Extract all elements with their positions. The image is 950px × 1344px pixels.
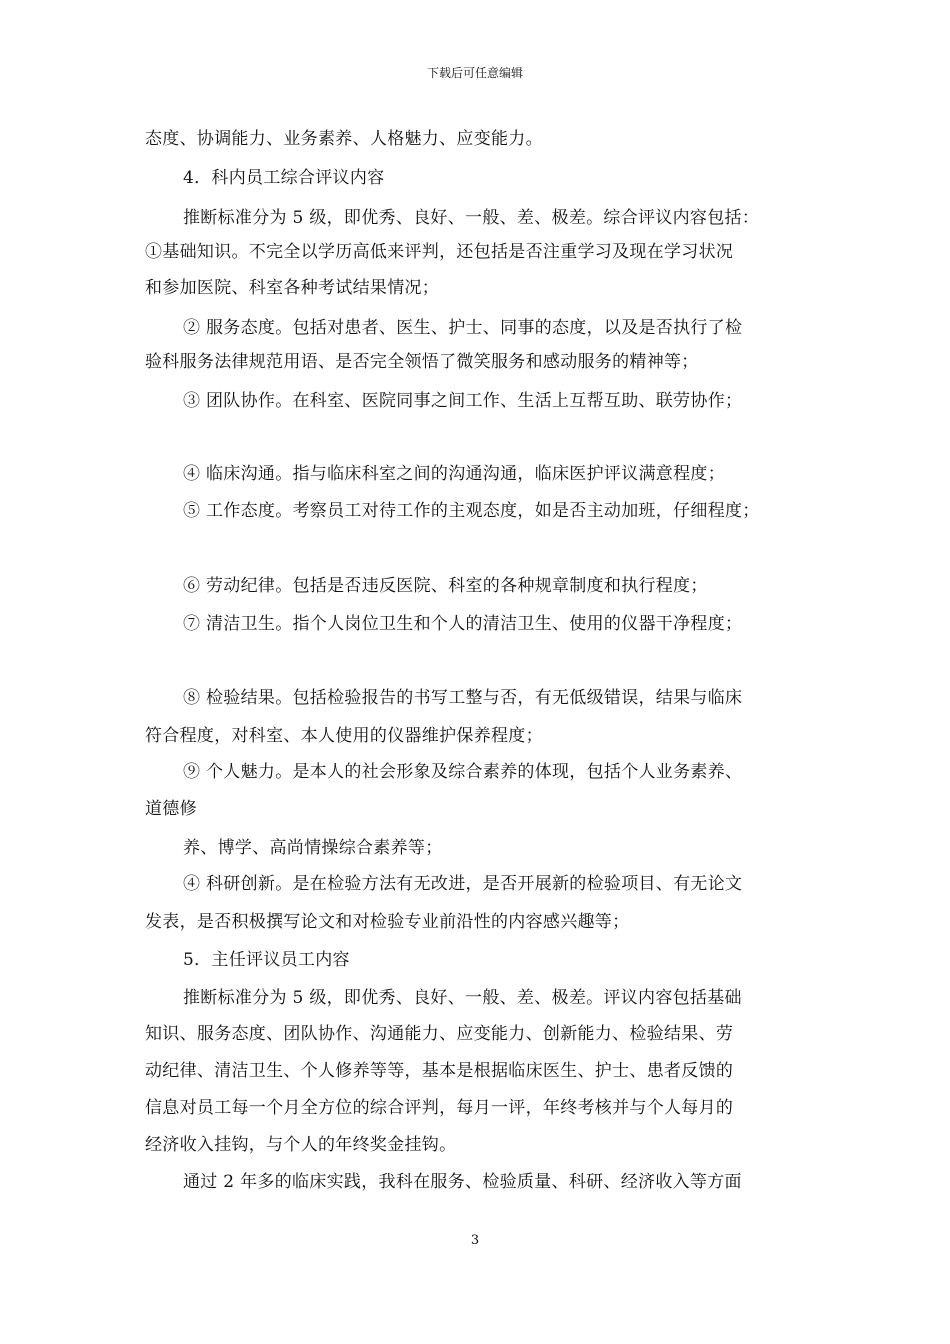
page-header: 下载后可任意编辑	[426, 66, 523, 80]
section-heading: 4．科内员工综合评议内容	[183, 168, 385, 188]
text-line: ①基础知识。不完全以学历高低来评判，还包括是否注重学习及现在学习状况	[145, 242, 734, 262]
text-line: 发表，是否积极撰写论文和对检验专业前沿性的内容感兴趣等；	[145, 912, 630, 932]
section-heading: 5．主任评议员工内容	[183, 950, 350, 970]
text-line: 态度、协调能力、业务素养、人格魅力、应变能力。	[145, 129, 543, 149]
text-line: 和参加医院、科室各种考试结果情况；	[145, 278, 440, 298]
list-item: ⑨ 个人魅力。是本人的社会形象及综合素养的体现，包括个人业务素养、	[183, 762, 743, 782]
list-item: ③ 团队协作。在科室、医院同事之间工作、生活上互帮互助、联劳协作；	[183, 391, 743, 411]
text-line: 推断标准分为 5 级，即优秀、良好、一般、差、极差。评议内容包括基础	[183, 988, 742, 1008]
text-line: 信息对员工每一个月全方位的综合评判，每月一评，年终考核并与个人每月的	[145, 1098, 734, 1118]
list-item: ⑤ 工作态度。考察员工对待工作的主观态度，如是否主动加班，仔细程度；	[183, 501, 760, 521]
text-line: 养、博学、高尚情操综合素养等；	[183, 838, 443, 858]
list-item: ⑧ 检验结果。包括检验报告的书写工整与否，有无低级错误，结果与临床	[183, 688, 743, 708]
list-item: ⑥ 劳动纪律。包括是否违反医院、科室的各种规章制度和执行程度；	[183, 576, 708, 596]
text-line: 通过 2 年多的临床实践，我科在服务、检验质量、科研、经济收入等方面	[183, 1172, 742, 1192]
text-line: 经济收入挂钩，与个人的年终奖金挂钩。	[145, 1135, 457, 1155]
page-number: 3	[470, 1233, 480, 1248]
list-item: ⑦ 清洁卫生。指个人岗位卫生和个人的清洁卫生、使用的仪器干净程度；	[183, 614, 743, 634]
text-line: 符合程度，对科室、本人使用的仪器维护保养程度；	[145, 726, 543, 746]
list-item: ④ 临床沟通。指与临床科室之间的沟通沟通，临床医护评议满意程度；	[183, 464, 726, 484]
list-item: ② 服务态度。包括对患者、医生、护士、同事的态度，以及是否执行了检	[183, 318, 743, 338]
text-line: 道德修	[145, 799, 197, 819]
text-line: 验科服务法律规范用语、是否完全领悟了微笑服务和感动服务的精神等；	[145, 352, 699, 372]
text-line: 推断标准分为 5 级，即优秀、良好、一般、差、极差。综合评议内容包括：	[183, 208, 760, 228]
text-line: 知识、服务态度、团队协作、沟通能力、应变能力、创新能力、检验结果、劳	[145, 1024, 734, 1044]
list-item: ④ 科研创新。是在检验方法有无改进，是否开展新的检验项目、有无论文	[183, 874, 743, 894]
text-line: 动纪律、清洁卫生、个人修养等等，基本是根据临床医生、护士、患者反馈的	[145, 1061, 734, 1081]
